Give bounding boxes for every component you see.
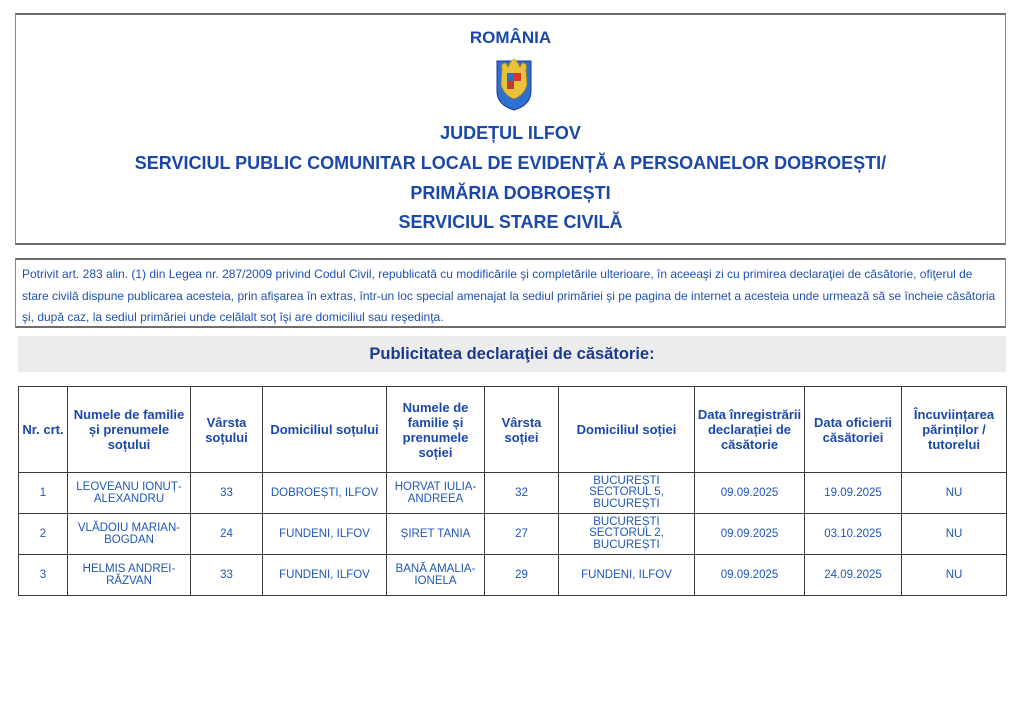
column-header: Domiciliul soției <box>559 387 695 473</box>
row-number: 2 <box>19 514 68 555</box>
husband-name: HELMIS ANDREI-RĂZVAN <box>68 555 191 596</box>
column-header: Nr. crt. <box>19 387 68 473</box>
wife-name: HORVAT IULIA-ANDREEA <box>387 473 485 514</box>
row-number: 1 <box>19 473 68 514</box>
parental-consent: NU <box>902 514 1007 555</box>
county-title: JUDEȚUL ILFOV <box>440 123 581 143</box>
city-hall-title: PRIMĂRIA DOBROEȘTI <box>410 183 611 203</box>
husband-age: 33 <box>191 473 263 514</box>
column-header: Numele de familie și prenumele soției <box>387 387 485 473</box>
column-header: Vârsta soției <box>485 387 559 473</box>
marriage-date: 24.09.2025 <box>805 555 902 596</box>
parental-consent: NU <box>902 555 1007 596</box>
wife-age: 27 <box>485 514 559 555</box>
country-title: ROMÂNIA <box>469 28 552 47</box>
wife-domicile: FUNDENI, ILFOV <box>559 555 695 596</box>
document-header <box>15 13 1006 245</box>
husband-age: 33 <box>191 555 263 596</box>
registration-date: 09.09.2025 <box>695 514 805 555</box>
table-row <box>19 555 1007 596</box>
wife-name: BANĂ AMALIA-IONELA <box>387 555 485 596</box>
table-row <box>19 473 1007 514</box>
section-title: Publicitatea declaraţiei de căsătorie: <box>18 336 1006 372</box>
registration-date: 09.09.2025 <box>695 473 805 514</box>
parental-consent: NU <box>902 473 1007 514</box>
wife-age: 29 <box>485 555 559 596</box>
row-number: 3 <box>19 555 68 596</box>
column-header: Data oficierii căsătoriei <box>805 387 902 473</box>
husband-age: 24 <box>191 514 263 555</box>
column-header: Numele de familie și prenumele soțului <box>68 387 191 473</box>
marriage-date: 19.09.2025 <box>805 473 902 514</box>
marriage-declarations-table <box>18 386 1007 596</box>
husband-domicile: FUNDENI, ILFOV <box>263 514 387 555</box>
service-title: SERVICIUL PUBLIC COMUNITAR LOCAL DE EVIDENȚĂ A PERSOANELOR DOBROEȘTI/ <box>134 153 887 173</box>
department-title: SERVICIUL STARE CIVILĂ <box>398 212 623 232</box>
wife-age: 32 <box>485 473 559 514</box>
husband-domicile: FUNDENI, ILFOV <box>263 555 387 596</box>
column-header: Data înregistrării declarației de căsătorie <box>695 387 805 473</box>
wife-domicile: BUCUREȘTI SECTORUL 5, BUCUREȘTI <box>559 473 695 514</box>
husband-domicile: DOBROEȘTI, ILFOV <box>263 473 387 514</box>
legal-notice: Potrivit art. 283 alin. (1) din Legea nr. 287/2009 privind Codul Civil, republicată cu modificările şi completările ulterioare, în aceeaşi zi cu primirea declaraţiei de căsătorie, ofiţerul de stare civilă dispune publicarea acesteia, prin afişarea în extras, într-un loc special amenajat la sediul primăriei şi pe pagina de internet a acesteia unde urmează să se încheie căsătoria şi, după caz, la sediul primăriei unde celălalt soţ îşi are domiciliul sau reşedinţa. <box>15 258 1006 328</box>
husband-name: LEOVEANU IONUȚ-ALEXANDRU <box>68 473 191 514</box>
column-header: Domiciliul soțului <box>263 387 387 473</box>
column-header: Vârsta soțului <box>191 387 263 473</box>
table-row <box>19 514 1007 555</box>
wife-name: ȘIRET TANIA <box>387 514 485 555</box>
wife-domicile: BUCUREȘTI SECTORUL 2, BUCUREȘTI <box>559 514 695 555</box>
husband-name: VLĂDOIU MARIAN-BOGDAN <box>68 514 191 555</box>
marriage-date: 03.10.2025 <box>805 514 902 555</box>
table-header-row <box>19 387 1007 473</box>
column-header: Încuviințarea părinților / tutorelui <box>902 387 1007 473</box>
registration-date: 09.09.2025 <box>695 555 805 596</box>
romania-coat-of-arms-icon <box>494 55 534 111</box>
